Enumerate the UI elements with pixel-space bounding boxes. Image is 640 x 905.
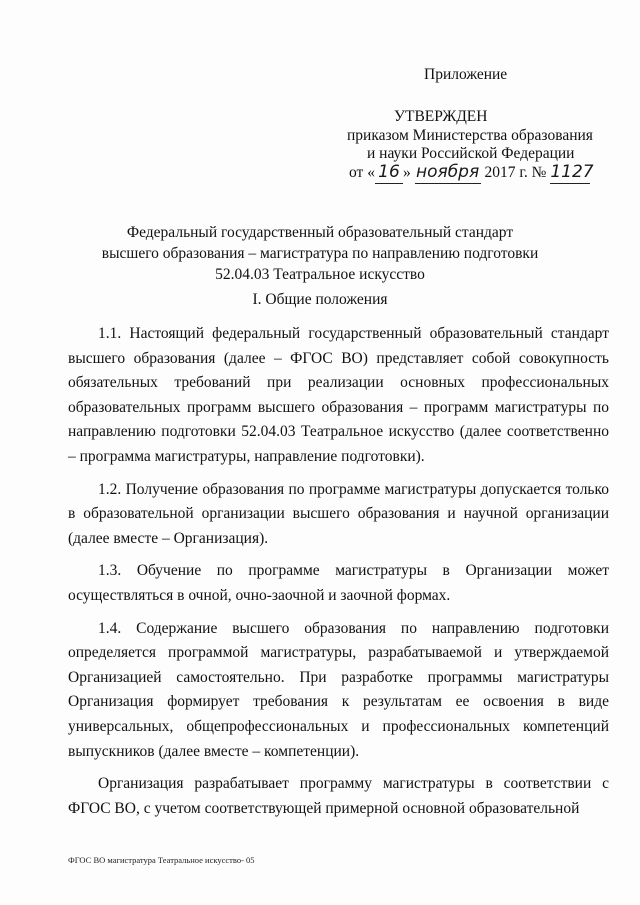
page-footer: ФГОС ВО магистратура Театральное искусство- 05 — [68, 855, 255, 865]
paragraph-1-2: 1.2. Получение образования по программе магистратуры допускается только в образовательной организации высшего образования и научной организации (далее вместе – Организация). — [68, 480, 609, 547]
handwritten-number: 1127 — [550, 162, 594, 182]
date-prefix: от « — [349, 164, 375, 181]
handwritten-month: ноября — [415, 162, 480, 182]
date-quote-close: » — [402, 164, 411, 181]
approved-label: УТВЕРЖДЕН — [394, 108, 488, 125]
section-heading: I. Общие положения — [252, 291, 388, 308]
document-body — [68, 322, 609, 829]
order-line-2: и науки Российской Федерации — [367, 145, 575, 162]
order-date-line — [349, 162, 594, 184]
title-line-3: 52.04.03 Театральное искусство — [215, 266, 425, 283]
title-line-1: Федеральный государственный образовательный стандарт — [126, 224, 514, 241]
paragraph-1-1: 1.1. Настоящий федеральный государственный образовательный стандарт высшего образования (далее – ФГОС ВО) представляет собой совокупность обязательных требований при реализации основных профессиональных образовательных программ высшего образования – программ магистратуры по направлению подготовки 52.04.03 Театральное искусство (далее соответственно – программа магистратуры, направление подготовки). — [68, 325, 609, 465]
handwritten-day: 16 — [375, 162, 403, 184]
appendix-label: Приложение — [424, 66, 508, 83]
paragraph-1-4: 1.4. Содержание высшего образования по направлению подготовки определяется программой магистратуры, разрабатываемой и утверждаемой Организацией самостоятельно. При разработке программы магистратуры Организация формирует требования к результатам ее освоения в виде универсальных, общепрофессиональных и профессиональных компетенций выпускников (далее вместе – компетенции). — [68, 619, 609, 760]
paragraph-1-3: 1.3. Обучение по программе магистратуры в Организации может осуществляться в очной, очно-заочной и заочной формах. — [68, 562, 609, 604]
year-and-number-label: 2017 г. № — [484, 164, 547, 181]
title-line-2: высшего образования – магистратура по направлению подготовки — [101, 245, 539, 262]
document-title — [60, 222, 580, 285]
paragraph-organization: Организация разрабатывает программу магистратуры в соответствии с ФГОС ВО, с учетом соответствующей примерной основной образовательной — [68, 775, 609, 817]
order-line-1: приказом Министерства образования — [347, 127, 593, 144]
